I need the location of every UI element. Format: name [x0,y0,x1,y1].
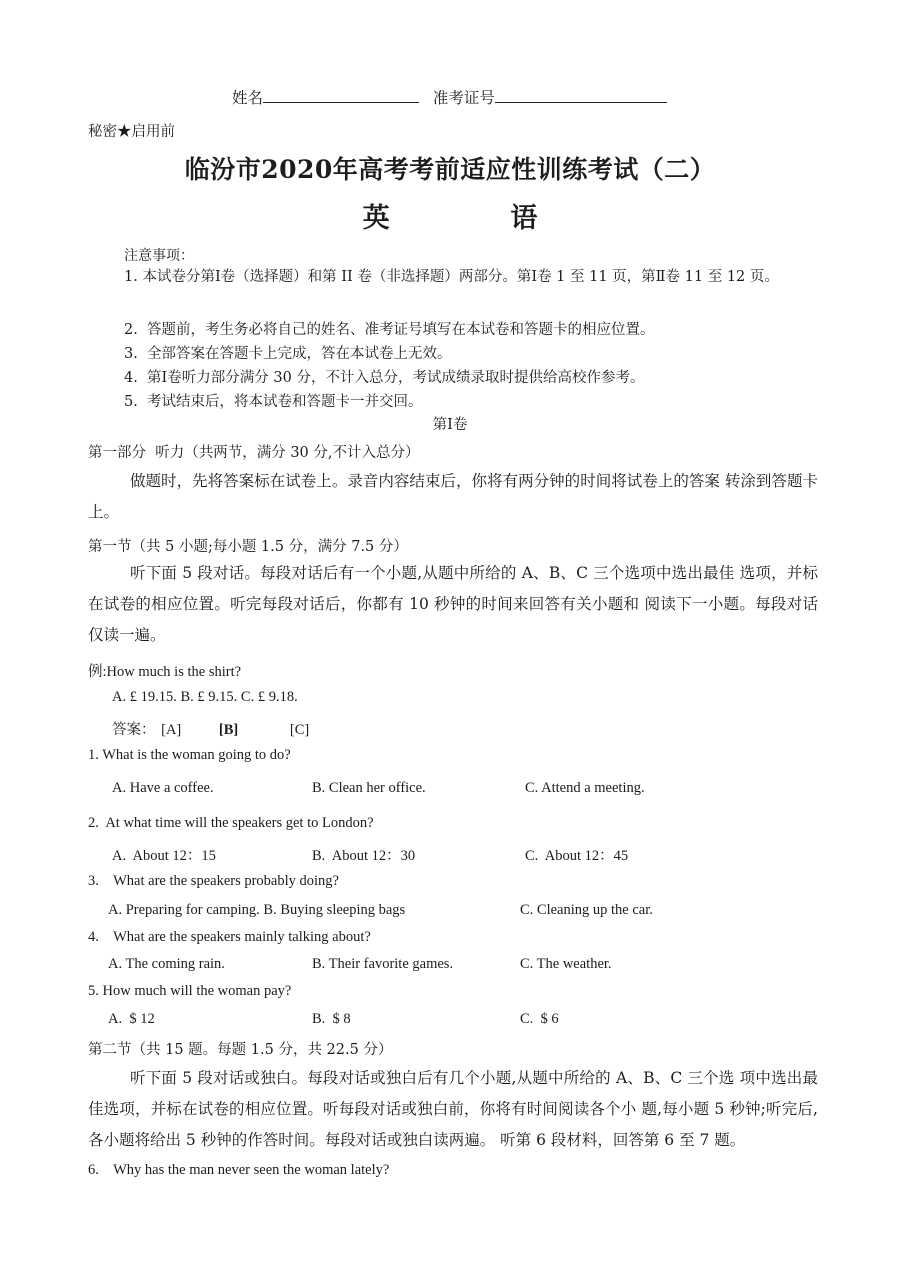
q2-option-c: C. About 12：45 [525,848,629,864]
notes-item-5: 5. 考试结束后，将本试卷和答题卡一并交回。 [124,394,423,410]
q5-option-a: A. $ 12 [108,1011,155,1027]
candidate-info-line [232,86,667,108]
example-options: A. £ 19.15. B. £ 9.15. C. £ 9.18. [112,689,298,705]
q4-option-a: A. The coming rain. [108,956,225,972]
example-answer [112,718,309,739]
answer-option-c: [C] [289,722,310,738]
exam-id-blank [495,86,667,103]
question-6: 6. Why has the man never seen the woman lately? [88,1162,390,1178]
exam-id-label: 准考证号 [432,89,495,107]
notes-item-3: 3. 全部答案在答题卡上完成，答在本试卷上无效。 [124,346,452,362]
part1-heading: 第一部分 听力（共两节，满分 30 分,不计入总分） [88,445,420,461]
section2-intro: 听下面 5 段对话或独白。每段对话或独白后有几个小题,从题中所给的 A、B、C 三个选 项中选出最佳选项，并标在试卷的相应位置。听每段对话或独白前，你将有时间阅读各个小 题,每小题 5 秒钟;听完后,各小题将给出 5 秒钟的作答时间。每段对话或独白读两遍。 听第 6 段材料，回答第 6 至 7 题。 [88,1069,818,1149]
notes-item-1: 1. 本试卷分第Ⅰ卷（选择题）和第 II 卷（非选择题）两部分。第Ⅰ卷 1 至 11 页，第Ⅱ卷 11 至 12 页。 [124,269,779,285]
q5-option-c: C. $ 6 [520,1011,559,1027]
q1-option-c: C. Attend a meeting. [525,780,645,796]
q3-option-ab: A. Preparing for camping. B. Buying sleeping bags [108,902,406,918]
question-2: 2. At what time will the speakers get to London? [88,815,374,831]
answer-option-a: [A] [161,722,182,738]
q1-option-b: B. Clean her office. [312,780,426,796]
q3-option-c: C. Cleaning up the car. [520,902,653,918]
q1-option-a: A. Have a coffee. [112,780,214,796]
page-title: 临汾市2020年高考考前适应性训练考试（二） [184,155,716,184]
section2-heading: 第二节（共 15 题。每题 1.5 分，共 22.5 分） [88,1042,393,1058]
notes-heading: 注意事项： [124,248,194,264]
name-label: 姓名 [232,89,264,107]
subject-title: 英 语 [362,203,572,234]
section1-intro: 听下面 5 段对话。每段对话后有一个小题,从题中所给的 A、B、C 三个选项中选出最佳 选项，并标在试卷的相应位置。听完每段对话后，你都有 10 秒钟的时间来回答有关小题和 阅读下一小题。每段对话仅读一遍。 [88,564,818,644]
volume-heading: 第Ⅰ卷 [432,417,468,433]
q4-option-c: C. The weather. [520,956,612,972]
question-4: 4. What are the speakers mainly talking about? [88,929,371,945]
q2-option-a: A. About 12：15 [112,848,216,864]
section1-heading: 第一节（共 5 小题;每小题 1.5 分，满分 7.5 分） [88,539,408,555]
question-5: 5. How much will the woman pay? [88,983,292,999]
q4-option-b: B. Their favorite games. [312,956,454,972]
name-blank [263,86,419,103]
question-3: 3. What are the speakers probably doing? [88,873,339,889]
notes-item-2: 2. 答题前，考生务必将自己的姓名、准考证号填写在本试卷和答题卡的相应位置。 [124,322,655,338]
example-question: 例:How much is the shirt? [88,664,242,680]
answer-label: 答案： [112,722,156,738]
part1-intro: 做题时，先将答案标在试卷上。录音内容结束后，你将有两分钟的时间将试卷上的答案 转涂到答题卡上。 [88,472,818,521]
confidential-mark: 秘密★启用前 [88,124,175,140]
q5-option-b: B. $ 8 [312,1011,351,1027]
q2-option-b: B. About 12：30 [312,848,416,864]
answer-option-b: [B] [218,722,239,738]
notes-item-4: 4. 第Ⅰ卷听力部分满分 30 分，不计入总分，考试成绩录取时提供给高校作参考。 [124,370,645,386]
question-1: 1. What is the woman going to do? [88,747,291,763]
